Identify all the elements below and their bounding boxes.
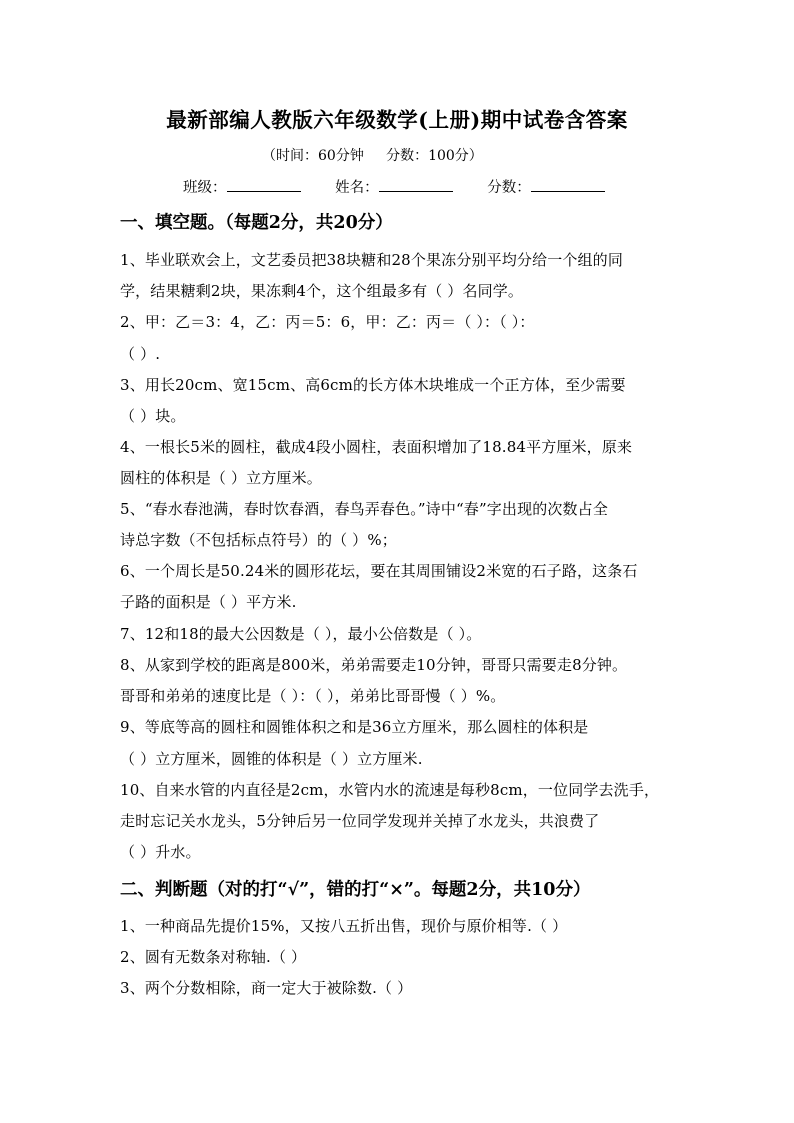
name-field xyxy=(335,176,453,197)
question-line: 6、一个周长是50.24米的圆形花坛，要在其周围铺设2米宽的石子路，这条石 xyxy=(120,562,638,580)
section-fill-in-heading: 一、填空题。（每题2分，共20分） xyxy=(120,213,393,233)
class-field xyxy=(183,176,301,197)
score-blank[interactable] xyxy=(531,179,605,192)
question-line: 诗总字数（不包括标点符号）的（ ）%； xyxy=(120,531,397,549)
question-line: 走时忘记关水龙头，5分钟后另一位同学发现并关掉了水龙头，共浪费了 xyxy=(120,812,600,830)
page-title: 最新部编人教版六年级数学(上册)期中试卷含答案 xyxy=(166,108,628,132)
question-line: 圆柱的体积是（ ）立方厘米。 xyxy=(120,469,322,487)
class-label: 班级： xyxy=(183,180,227,196)
question-line: （ ）块。 xyxy=(120,407,186,425)
question-line: 7、12和18的最大公因数是（ ），最小公倍数是（ ）。 xyxy=(120,625,482,643)
question-line: （ ）立方厘米，圆锥的体积是（ ）立方厘米. xyxy=(120,750,423,768)
question-line: （ ）升水。 xyxy=(120,843,201,861)
question-line: 子路的面积是（ ）平方米. xyxy=(120,593,297,611)
question-line: 5、“春水春池满，春时饮春酒，春鸟弄春色。”诗中“春”字出现的次数占全 xyxy=(120,500,608,518)
question-line: 3、用长20cm、宽15cm、高6cm的长方体木块堆成一个正方体，至少需要 xyxy=(120,376,626,394)
name-blank[interactable] xyxy=(379,179,453,192)
section-true-false-heading: 二、判断题（对的打“√”，错的打“×”。每题2分，共10分） xyxy=(120,880,591,900)
question-line: 1、毕业联欢会上，文艺委员把38块糖和28个果冻分别平均分给一个组的同 xyxy=(120,251,623,269)
student-info-row xyxy=(183,176,635,197)
question-line: 9、等底等高的圆柱和圆锥体积之和是36立方厘米，那么圆柱的体积是 xyxy=(120,718,589,736)
score-label: 分数： xyxy=(487,180,531,196)
question-line: 2、圆有无数条对称轴.（ ） xyxy=(120,948,307,966)
score-field xyxy=(487,176,605,197)
name-label: 姓名： xyxy=(335,180,379,196)
question-line: 10、自来水管的内直径是2cm，水管内水的流速是每秒8cm，一位同学去洗手， xyxy=(120,781,660,799)
question-line: 哥哥和弟弟的速度比是（ ）：（ ），弟弟比哥哥慢（ ）%。 xyxy=(120,687,506,705)
question-line: 3、两个分数相除，商一定大于被除数.（ ） xyxy=(120,979,413,997)
time-score-subtitle: （时间：60分钟 分数：100分） xyxy=(262,148,483,164)
question-line: 4、一根长5米的圆柱，截成4段小圆柱，表面积增加了18.84平方厘米，原来 xyxy=(120,438,633,456)
question-line: （ ）. xyxy=(120,345,161,363)
question-line: 8、从家到学校的距离是800米，弟弟需要走10分钟，哥哥只需要走8分钟。 xyxy=(120,656,628,674)
class-blank[interactable] xyxy=(227,179,301,192)
question-line: 学，结果糖剩2块，果冻剩4个，这个组最多有（ ）名同学。 xyxy=(120,282,524,300)
question-line: 1、一种商品先提价15%，又按八五折出售，现价与原价相等.（ ） xyxy=(120,917,568,935)
question-line: 2、甲：乙＝3：4，乙：丙＝5：6，甲：乙：丙＝（ ）：（ ）： xyxy=(120,313,535,331)
